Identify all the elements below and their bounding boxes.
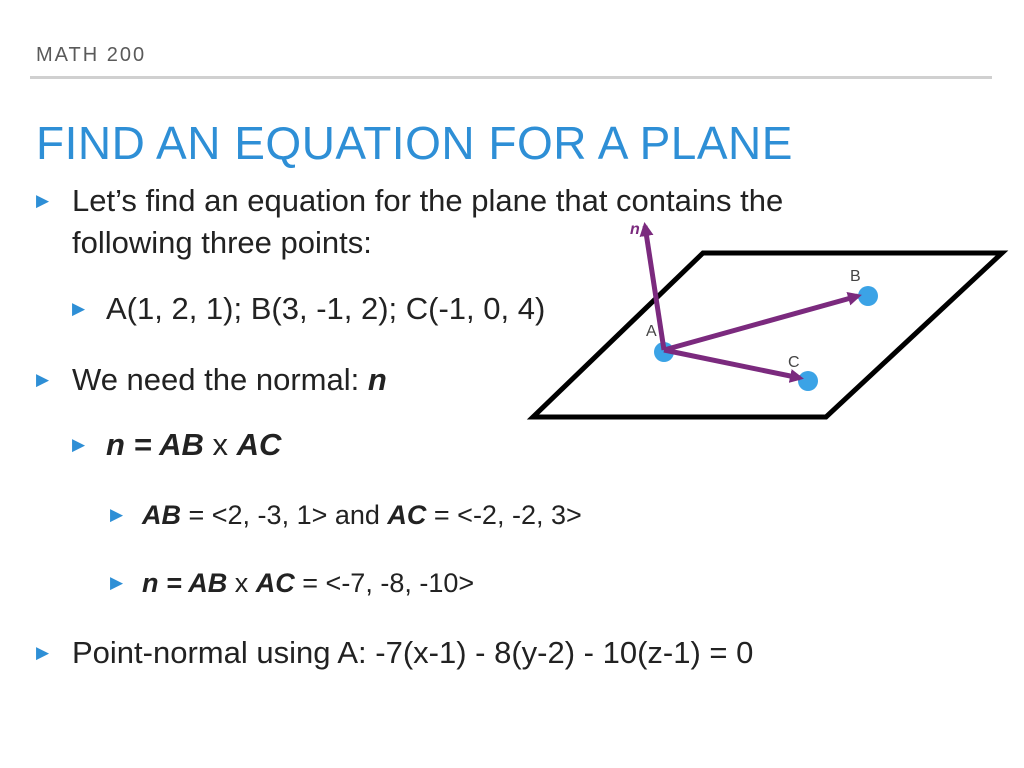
course-header: MATH 200	[36, 44, 147, 66]
n-def-cross: x	[203, 427, 237, 462]
triangle-right-icon: ▶	[36, 370, 50, 389]
point-b-dot	[858, 286, 878, 306]
triangle-right-icon: ▶	[110, 573, 124, 592]
cross-ac: AC	[255, 568, 295, 598]
triangle-right-icon: ▶	[110, 505, 124, 524]
vector-ac-arrow	[664, 350, 800, 378]
cross-result: = <-7, -8, -10>	[294, 568, 475, 598]
cross-symbol: x	[227, 568, 256, 598]
triangle-right-icon: ▶	[36, 191, 50, 210]
vector-ab-value: = <2, -3, 1> and	[181, 500, 388, 530]
triangle-right-icon: ▶	[72, 435, 86, 454]
cross-lhs: n = AB	[142, 568, 228, 598]
intro-line-2: following three points:	[72, 225, 372, 260]
label-b: B	[850, 268, 861, 285]
triangle-right-icon: ▶	[36, 643, 50, 662]
vector-ab-name: AB	[142, 500, 181, 530]
vector-ac-name: AC	[387, 500, 427, 530]
slide-title: FIND AN EQUATION FOR A PLANE	[36, 117, 793, 169]
label-a: A	[646, 323, 657, 340]
vector-ac-value: = <-2, -2, 3>	[426, 500, 582, 530]
plane-parallelogram	[533, 253, 1002, 417]
point-normal-text: Point-normal using A: -7(x-1) - 8(y-2) - 10(z-1) = 0	[72, 635, 754, 670]
vector-ab-arrow	[664, 296, 858, 350]
n-def-ac: AC	[236, 427, 282, 462]
triangle-right-icon: ▶	[72, 299, 86, 318]
need-normal-text: We need the normal:	[72, 362, 368, 397]
point-c-dot	[798, 371, 818, 391]
n-def-lhs: n = AB	[106, 427, 204, 462]
points-text: A(1, 2, 1); B(3, -1, 2); C(-1, 0, 4)	[106, 291, 546, 326]
intro-line-1: Let’s find an equation for the plane that contains the	[72, 183, 784, 218]
normal-variable: n	[367, 362, 387, 397]
label-c: C	[788, 354, 800, 371]
label-n: n	[630, 221, 640, 238]
